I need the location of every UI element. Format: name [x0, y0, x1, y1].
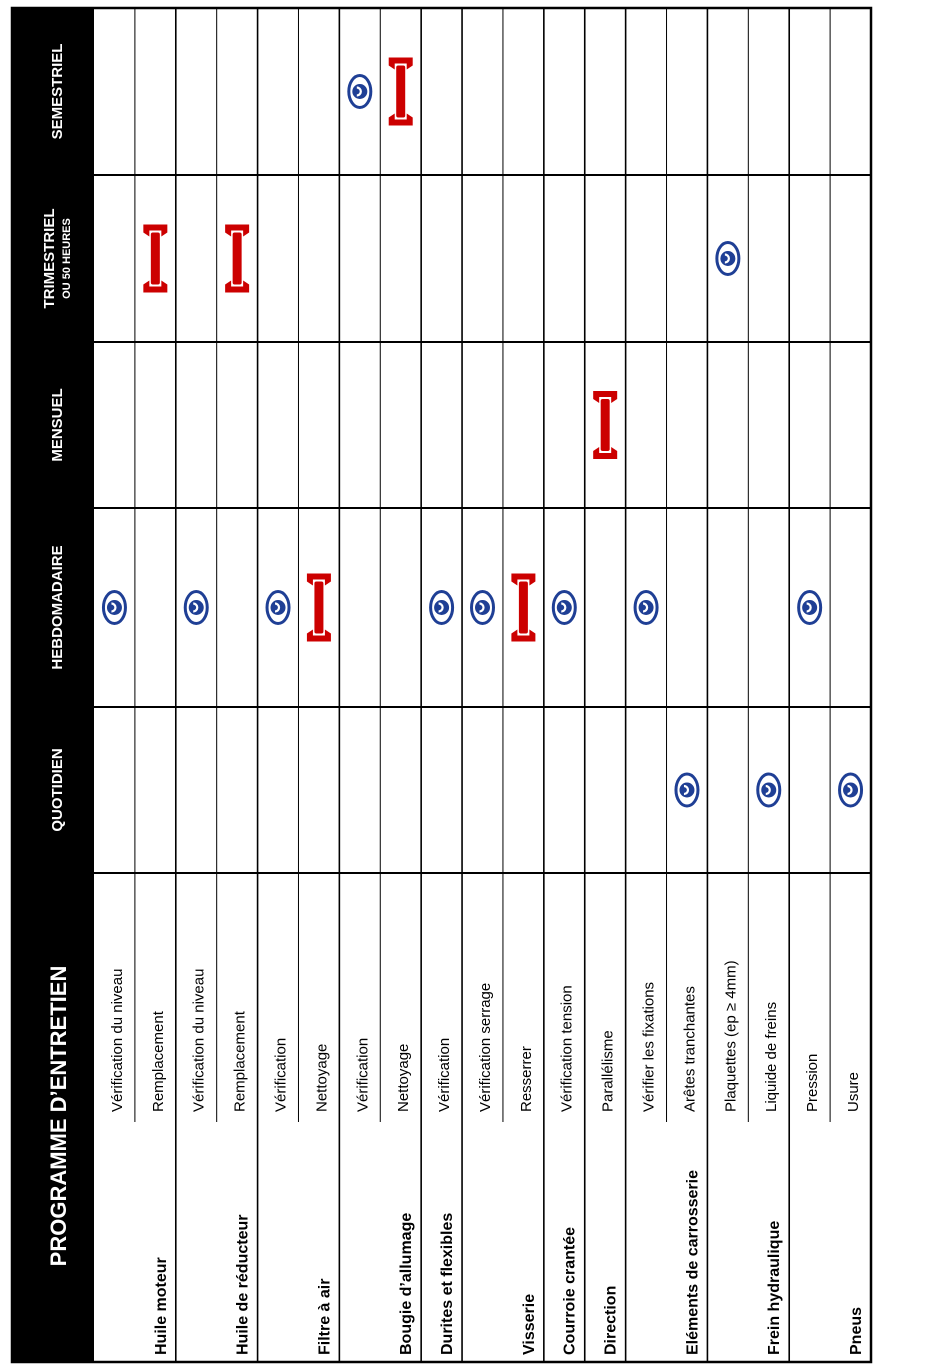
- column-label: SEMESTRIEL: [49, 43, 66, 140]
- task-label: Vérification: [354, 1037, 372, 1112]
- column-label: HEBDOMADAIRE: [49, 545, 66, 670]
- column-label: QUOTIDIEN: [49, 748, 66, 832]
- group-label: Huile de réducteur: [234, 1214, 252, 1355]
- task-label: Remplacement: [231, 1011, 249, 1112]
- group-label: Bougie d’allumage: [398, 1212, 416, 1355]
- task-label: Remplacement: [149, 1011, 167, 1112]
- group-label: Filtre à air: [316, 1278, 334, 1355]
- group-label: Huile moteur: [152, 1257, 170, 1355]
- task-label: Vérification du niveau: [190, 968, 208, 1112]
- group-label: Direction: [602, 1285, 620, 1355]
- task-label: Vérification serrage: [476, 982, 494, 1112]
- group-label: Courroie crantée: [561, 1226, 579, 1355]
- column-label: MENSUEL: [49, 388, 66, 462]
- table-body: [12, 8, 871, 1362]
- task-label: Nettoyage: [395, 1043, 413, 1112]
- column-header-mensuel: [49, 388, 66, 461]
- task-label: Vérifier les fixations: [640, 981, 658, 1112]
- task-label: Usure: [845, 1071, 862, 1112]
- header-band: [12, 8, 94, 1362]
- task-label: Liquide de freins: [763, 1001, 781, 1112]
- column-header-quotidien: [49, 748, 66, 831]
- task-label: Vérification du niveau: [108, 968, 126, 1112]
- task-label: Pression: [804, 1053, 822, 1112]
- group-label: Eléments de carrosserie: [684, 1170, 702, 1355]
- task-label: Vérification tension: [558, 985, 576, 1112]
- task-label: Vérification: [272, 1037, 290, 1112]
- task-label: Vérification: [436, 1037, 454, 1112]
- group-label: Frein hydraulique: [766, 1220, 784, 1355]
- column-header-trimestriel: [41, 209, 73, 309]
- column-sublabel: OU 50 HEURES: [61, 218, 73, 299]
- column-label: TRIMESTRIEL: [41, 208, 58, 309]
- group-label: Visserie: [520, 1293, 538, 1355]
- task-label: Parallélisme: [599, 1030, 617, 1112]
- column-header-semestriel: [49, 44, 66, 140]
- task-label: Plaquettes (ep ≥ 4mm): [722, 960, 740, 1112]
- group-label: Durites et flexibles: [439, 1212, 457, 1355]
- task-label: Arêtes tranchantes: [681, 986, 699, 1112]
- group-label: Pneus: [848, 1306, 865, 1355]
- column-header-hebdomadaire: [49, 545, 66, 669]
- task-label: Resserrer: [517, 1046, 535, 1112]
- task-label: Nettoyage: [313, 1043, 331, 1112]
- page-title: PROGRAMME D’ENTRETIEN: [46, 965, 71, 1267]
